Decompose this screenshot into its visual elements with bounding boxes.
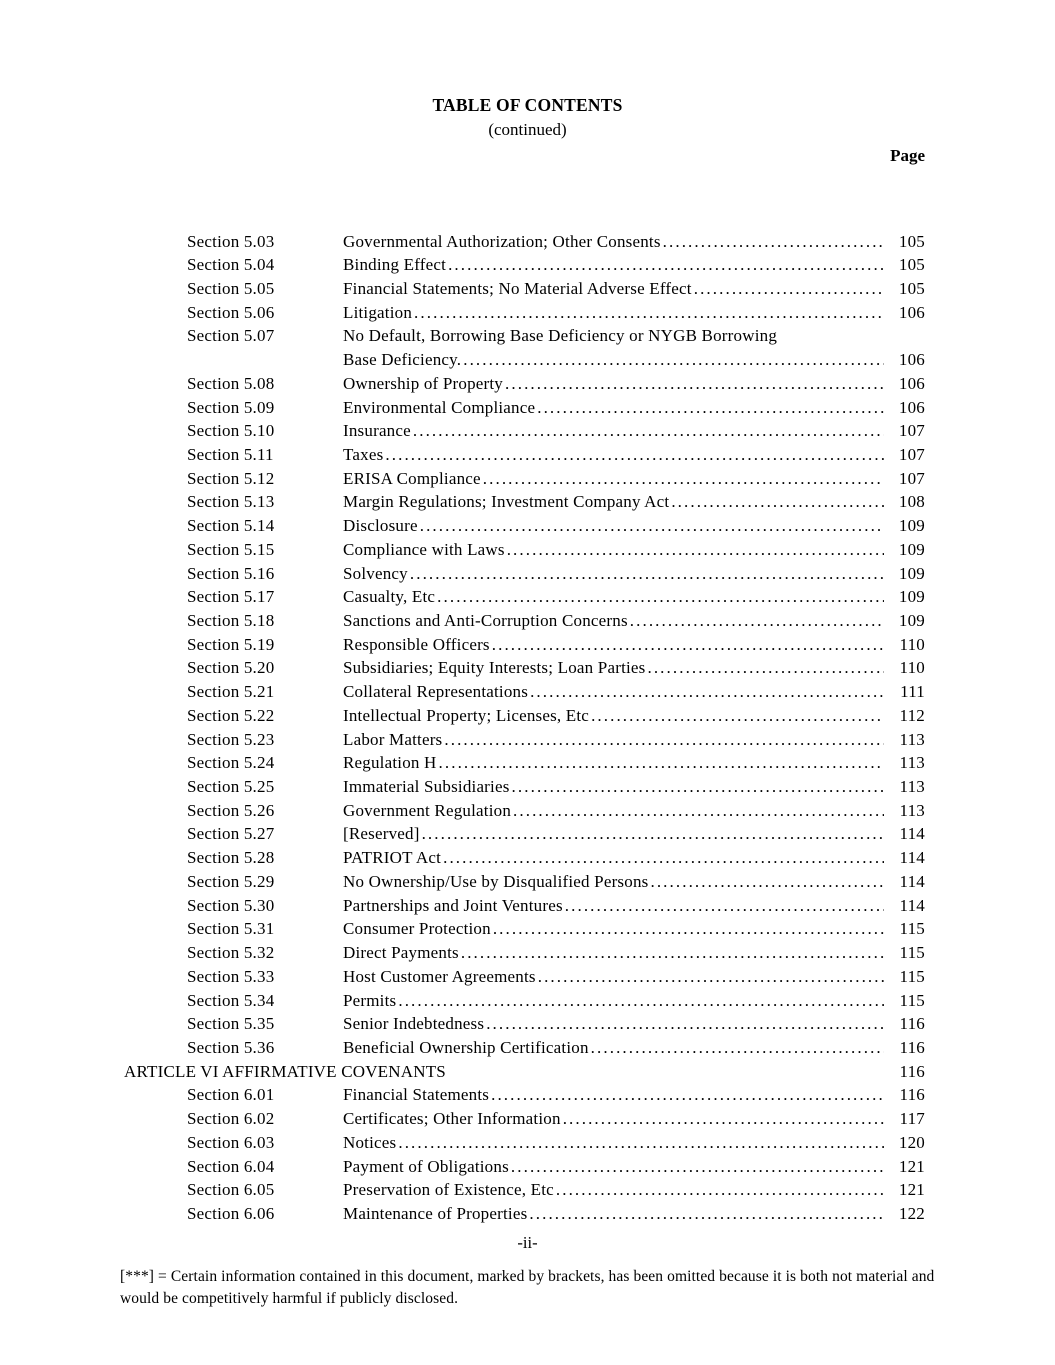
toc-section-title: Payment of Obligations xyxy=(343,1156,509,1176)
toc-page-number: 114 xyxy=(899,824,925,844)
dot-leader xyxy=(505,538,884,562)
toc-title-wrap xyxy=(343,822,893,846)
toc-section-title: Casualty, Etc xyxy=(343,587,436,607)
toc-title-wrap xyxy=(343,514,893,538)
toc-section-title: Intellectual Property; Licenses, Etc xyxy=(343,705,590,725)
toc-section-label: Section 5.26 xyxy=(187,800,275,820)
toc-section-entry xyxy=(124,443,925,467)
toc-page-number: 109 xyxy=(898,516,925,536)
toc-title-wrap xyxy=(343,680,893,704)
toc-page-number: 115 xyxy=(899,919,925,939)
toc-title-wrap xyxy=(343,396,893,420)
toc-page-number: 109 xyxy=(898,563,925,583)
toc-page-number: 109 xyxy=(898,587,925,607)
toc-page-number: 109 xyxy=(898,611,925,630)
toc-section-title: Solvency xyxy=(343,563,408,583)
toc-section-label: Section 5.13 xyxy=(187,492,275,512)
toc-title-wrap xyxy=(343,467,893,491)
toc-section-title: Financial Statements xyxy=(343,1085,490,1105)
toc-section-title: Subsidiaries; Equity Interests; Loan Parties xyxy=(343,658,646,678)
dot-leader xyxy=(669,490,884,514)
toc-section-label: Section 6.03 xyxy=(187,1132,275,1152)
toc-section-entry xyxy=(124,514,925,538)
toc-page-number: 105 xyxy=(898,231,925,251)
toc-section-title: Certificates; Other Information xyxy=(343,1109,561,1129)
dot-leader xyxy=(628,609,884,633)
toc-section-entry xyxy=(124,419,925,443)
toc-section-title: Base Deficiency. xyxy=(343,350,462,370)
toc-section-label: Section 5.10 xyxy=(187,421,275,441)
toc-title-wrap xyxy=(343,301,893,325)
toc-title-wrap xyxy=(343,1202,893,1226)
dot-leader xyxy=(554,1178,884,1202)
toc-section-title: Compliance with Laws xyxy=(343,539,505,559)
toc-page-number: 116 xyxy=(899,1085,925,1105)
toc-section-label: Section 5.18 xyxy=(187,611,275,630)
toc-section-label: Section 5.33 xyxy=(187,966,275,986)
page-title: TABLE OF CONTENTS xyxy=(432,95,623,115)
toc-title-wrap xyxy=(343,989,893,1013)
toc-page-number: 105 xyxy=(898,255,925,275)
toc-page-number: 114 xyxy=(899,871,925,891)
dot-leader xyxy=(589,1036,884,1060)
toc-section-label: Section 5.06 xyxy=(187,302,275,322)
toc-section-entry xyxy=(124,562,925,586)
toc-section-label: Section 6.01 xyxy=(187,1085,275,1105)
dot-leader xyxy=(441,846,884,870)
toc-section-entry xyxy=(124,1155,925,1179)
toc-section-title: Sanctions and Anti-Corruption Concerns xyxy=(343,611,628,630)
toc-title-wrap xyxy=(343,894,893,918)
toc-section-entry xyxy=(124,989,925,1013)
toc-section-label: Section 5.17 xyxy=(187,587,275,607)
toc-title-wrap xyxy=(343,277,893,301)
toc-title-wrap xyxy=(343,965,893,989)
toc-section-entry xyxy=(124,870,925,894)
toc-page-number: 113 xyxy=(899,753,925,773)
toc-section-label: Section 5.35 xyxy=(187,1014,275,1034)
toc-page-number: 116 xyxy=(899,1037,925,1057)
toc-section-title: Taxes xyxy=(343,444,384,464)
toc-section-entry xyxy=(124,894,925,918)
toc-section-title: Labor Matters xyxy=(343,729,443,749)
page-column-label: Page xyxy=(890,146,925,165)
toc-page-number: 105 xyxy=(898,278,925,298)
toc-section-entry xyxy=(124,372,925,396)
toc-title-wrap xyxy=(343,490,893,514)
toc-section-entry xyxy=(124,775,925,799)
toc-page-number: 114 xyxy=(899,848,925,868)
toc-title-wrap xyxy=(343,799,893,823)
toc-page-number: 109 xyxy=(898,539,925,559)
dot-leader xyxy=(509,1155,884,1179)
toc-title-wrap xyxy=(343,230,893,254)
toc-page-number: 120 xyxy=(898,1132,925,1152)
toc-section-label: Section 5.34 xyxy=(187,990,275,1010)
dot-leader xyxy=(510,775,884,799)
toc-page-number: 107 xyxy=(898,444,925,464)
toc-title-wrap xyxy=(343,846,893,870)
toc-section-label: Section 5.31 xyxy=(187,919,275,939)
toc-section-title: Notices xyxy=(343,1132,397,1152)
dot-leader xyxy=(461,348,884,372)
toc-section-label: Section 5.23 xyxy=(187,729,275,749)
toc-section-title: Host Customer Agreements xyxy=(343,966,536,986)
toc-section-title: Collateral Representations xyxy=(343,682,529,702)
toc-section-entry xyxy=(124,396,925,420)
toc-section-title: No Default, Borrowing Base Deficiency or NYGB Borrowing xyxy=(343,326,778,346)
toc-page-number: 106 xyxy=(898,373,925,393)
toc-title-wrap xyxy=(343,348,893,372)
toc-page-number: 108 xyxy=(898,492,925,512)
toc-title-wrap xyxy=(343,1131,893,1155)
toc-section-title: Beneficial Ownership Certification xyxy=(343,1037,589,1057)
toc-section-label: Section 5.27 xyxy=(187,824,275,844)
toc-section-label: Section 5.07 xyxy=(187,326,275,346)
toc-section-label: Section 5.22 xyxy=(187,705,275,725)
toc-section-label: Section 5.09 xyxy=(187,397,275,417)
toc-section-title: Insurance xyxy=(343,421,411,441)
toc-section-title: No Ownership/Use by Disqualified Persons xyxy=(343,871,649,891)
toc-title-wrap xyxy=(343,253,893,277)
toc-section-title: Preservation of Existence, Etc xyxy=(343,1180,554,1200)
toc-section-label: Section 5.20 xyxy=(187,658,275,678)
toc-section-entry xyxy=(124,1178,925,1202)
toc-section-title: PATRIOT Act xyxy=(343,848,442,868)
toc-section-entry xyxy=(124,1012,925,1036)
toc-section-label: Section 5.08 xyxy=(187,373,275,393)
toc-title-wrap xyxy=(343,538,893,562)
toc-section-title: Ownership of Property xyxy=(343,373,504,393)
toc-section-entry xyxy=(124,704,925,728)
toc-section-entry xyxy=(124,324,925,348)
toc-section-label: Section 6.06 xyxy=(187,1203,275,1223)
toc-section-label: Section 5.29 xyxy=(187,871,275,891)
toc-section-title: Margin Regulations; Investment Company Act xyxy=(343,492,670,512)
footer-page-number: -ii- xyxy=(517,1232,538,1252)
toc-title-wrap xyxy=(343,728,893,752)
toc-title-wrap xyxy=(343,1083,893,1107)
toc-page-number: 121 xyxy=(898,1156,925,1176)
toc-section-entry-continuation xyxy=(124,348,925,372)
toc-section-entry xyxy=(124,277,925,301)
dot-leader xyxy=(411,419,884,443)
toc-section-label: Section 5.14 xyxy=(187,516,275,536)
toc-title-wrap xyxy=(343,633,893,657)
footnote: [***] = Certain information contained in this document, marked by brackets, has been omitted because it is both not material and would be competitively harmful if publicly disclosed. xyxy=(120,1267,935,1308)
dot-leader xyxy=(383,443,884,467)
dot-leader xyxy=(481,467,884,491)
toc-section-title: Permits xyxy=(343,990,397,1010)
toc-section-entry xyxy=(124,917,925,941)
toc-title-wrap xyxy=(343,751,893,775)
toc-title-wrap xyxy=(343,775,893,799)
toc-section-title: Governmental Authorization; Other Consents xyxy=(343,231,661,251)
toc-section-entry xyxy=(124,941,925,965)
toc-section-entry xyxy=(124,633,925,657)
toc-title-wrap xyxy=(343,1036,893,1060)
toc-section-title: Senior Indebtedness xyxy=(343,1014,485,1034)
toc-title-wrap xyxy=(343,324,925,348)
toc-title-wrap xyxy=(343,443,893,467)
dot-leader xyxy=(408,562,884,586)
toc-title-wrap xyxy=(343,1012,893,1036)
toc-section-title: Responsible Officers xyxy=(343,634,490,654)
toc-section-entry xyxy=(124,585,925,609)
toc-section-title: Government Regulation xyxy=(343,800,512,820)
dot-leader xyxy=(446,253,884,277)
toc-title-wrap xyxy=(343,609,893,633)
toc-page-number: 116 xyxy=(899,1014,925,1034)
toc-page-number: 113 xyxy=(899,729,925,749)
dot-leader xyxy=(561,1107,884,1131)
toc-section-title: Maintenance of Properties xyxy=(343,1203,528,1223)
toc-page-number: 110 xyxy=(899,634,925,654)
toc-section-title: Regulation H xyxy=(343,753,437,773)
toc-page-number: 116 xyxy=(899,1061,925,1081)
toc-section-entry xyxy=(124,728,925,752)
toc-section-label: Section 5.25 xyxy=(187,777,275,797)
dot-leader xyxy=(491,917,884,941)
toc-section-title: Direct Payments xyxy=(343,943,459,963)
dot-leader xyxy=(503,372,884,396)
toc-section-label: Section 5.16 xyxy=(187,563,275,583)
dot-leader xyxy=(437,751,884,775)
dot-leader xyxy=(459,941,884,965)
toc-section-entry xyxy=(124,965,925,989)
toc-page-number: 106 xyxy=(898,397,925,417)
dot-leader xyxy=(645,656,884,680)
toc-section-entry xyxy=(124,1202,925,1226)
toc-section-entry xyxy=(124,301,925,325)
toc-section-entry xyxy=(124,538,925,562)
dot-leader xyxy=(511,799,884,823)
toc-article-label: ARTICLE VI AFFIRMATIVE COVENANTS xyxy=(124,1061,446,1081)
toc-page-number: 107 xyxy=(898,468,925,488)
toc-page-number: 115 xyxy=(899,990,925,1010)
toc-page-number: 110 xyxy=(899,658,925,678)
toc-article-entry xyxy=(124,1060,925,1084)
dot-leader xyxy=(396,1131,884,1155)
dot-leader xyxy=(412,301,884,325)
dot-leader xyxy=(563,894,884,918)
toc-section-title: [Reserved] xyxy=(343,824,420,844)
toc-page-number: 117 xyxy=(899,1109,925,1129)
dot-leader xyxy=(420,822,884,846)
toc-section-entry xyxy=(124,680,925,704)
toc-section-title: Binding Effect xyxy=(343,255,447,275)
dot-leader xyxy=(648,870,884,894)
toc-title-wrap xyxy=(343,419,893,443)
toc-page-number: 121 xyxy=(898,1180,925,1200)
toc-section-entry xyxy=(124,822,925,846)
toc-title-wrap xyxy=(343,1107,893,1131)
toc-section-entry xyxy=(124,230,925,254)
toc-title-wrap xyxy=(343,656,893,680)
toc-section-entry xyxy=(124,253,925,277)
dot-leader xyxy=(489,1083,884,1107)
toc-section-entry xyxy=(124,799,925,823)
dot-leader xyxy=(589,704,884,728)
toc-section-label: Section 5.15 xyxy=(187,539,275,559)
toc-section-label: Section 5.30 xyxy=(187,895,275,915)
toc-page-number: 114 xyxy=(899,895,925,915)
toc-section-entry xyxy=(124,1107,925,1131)
toc-section-label: Section 5.03 xyxy=(187,231,275,251)
toc-section-entry xyxy=(124,656,925,680)
toc-section-entry xyxy=(124,609,925,633)
toc-page-number: 115 xyxy=(899,943,925,963)
table-of-contents xyxy=(0,230,1055,1226)
dot-leader xyxy=(527,1202,884,1226)
toc-section-title: Disclosure xyxy=(343,516,418,536)
toc-page-number: 113 xyxy=(899,777,925,797)
toc-section-title: Financial Statements; No Material Adverse Effect xyxy=(343,278,692,298)
dot-leader xyxy=(442,728,884,752)
dot-leader xyxy=(418,514,884,538)
toc-section-label: Section 5.12 xyxy=(187,468,275,488)
toc-section-title: ERISA Compliance xyxy=(343,468,481,488)
toc-title-wrap xyxy=(343,372,893,396)
dot-leader xyxy=(535,396,884,420)
toc-section-entry xyxy=(124,1083,925,1107)
toc-page-number: 106 xyxy=(898,302,925,322)
toc-section-entry xyxy=(124,751,925,775)
toc-section-label: Section 5.36 xyxy=(187,1037,275,1057)
toc-section-title: Consumer Protection xyxy=(343,919,491,939)
toc-section-entry xyxy=(124,1036,925,1060)
toc-section-label: Section 5.05 xyxy=(187,278,275,298)
toc-section-title: Immaterial Subsidiaries xyxy=(343,777,510,797)
dot-leader xyxy=(692,277,884,301)
toc-section-label: Section 5.19 xyxy=(187,634,275,654)
toc-section-title: Partnerships and Joint Ventures xyxy=(343,895,563,915)
toc-section-label: Section 6.05 xyxy=(187,1180,275,1200)
toc-title-wrap xyxy=(343,941,893,965)
toc-section-label: Section 5.24 xyxy=(187,753,275,773)
toc-title-wrap xyxy=(343,704,893,728)
dot-leader xyxy=(396,989,884,1013)
toc-page-number: 111 xyxy=(900,682,925,702)
toc-section-entry xyxy=(124,1131,925,1155)
toc-section-title: Litigation xyxy=(343,302,413,322)
dot-leader xyxy=(528,680,884,704)
toc-section-label: Section 6.04 xyxy=(187,1156,275,1176)
toc-section-entry xyxy=(124,846,925,870)
toc-title-wrap xyxy=(343,1178,893,1202)
toc-section-entry xyxy=(124,490,925,514)
dot-leader xyxy=(484,1012,884,1036)
toc-section-label: Section 5.04 xyxy=(187,255,275,275)
toc-section-label: Section 5.28 xyxy=(187,848,275,868)
dot-leader xyxy=(490,633,884,657)
toc-page-number: 107 xyxy=(898,421,925,441)
toc-title-wrap xyxy=(343,562,893,586)
toc-section-label: Section 6.02 xyxy=(187,1109,275,1129)
toc-section-label: Section 5.32 xyxy=(187,943,275,963)
dot-leader xyxy=(536,965,884,989)
dot-leader xyxy=(435,585,884,609)
toc-section-label: Section 5.21 xyxy=(187,682,275,702)
page-subtitle: (continued) xyxy=(488,119,567,139)
toc-section-label: Section 5.11 xyxy=(187,444,274,464)
toc-page-number: 113 xyxy=(899,800,925,820)
toc-title-wrap xyxy=(343,1155,893,1179)
toc-section-entry xyxy=(124,467,925,491)
toc-page-number: 115 xyxy=(899,966,925,986)
toc-page-number: 122 xyxy=(898,1203,925,1223)
toc-page-number: 106 xyxy=(898,350,925,370)
document-header xyxy=(0,0,1055,168)
toc-title-wrap xyxy=(343,870,893,894)
toc-title-wrap xyxy=(343,917,893,941)
toc-section-title: Environmental Compliance xyxy=(343,397,536,417)
toc-title-wrap xyxy=(343,585,893,609)
dot-leader xyxy=(661,230,884,254)
toc-page-number: 112 xyxy=(899,705,925,725)
